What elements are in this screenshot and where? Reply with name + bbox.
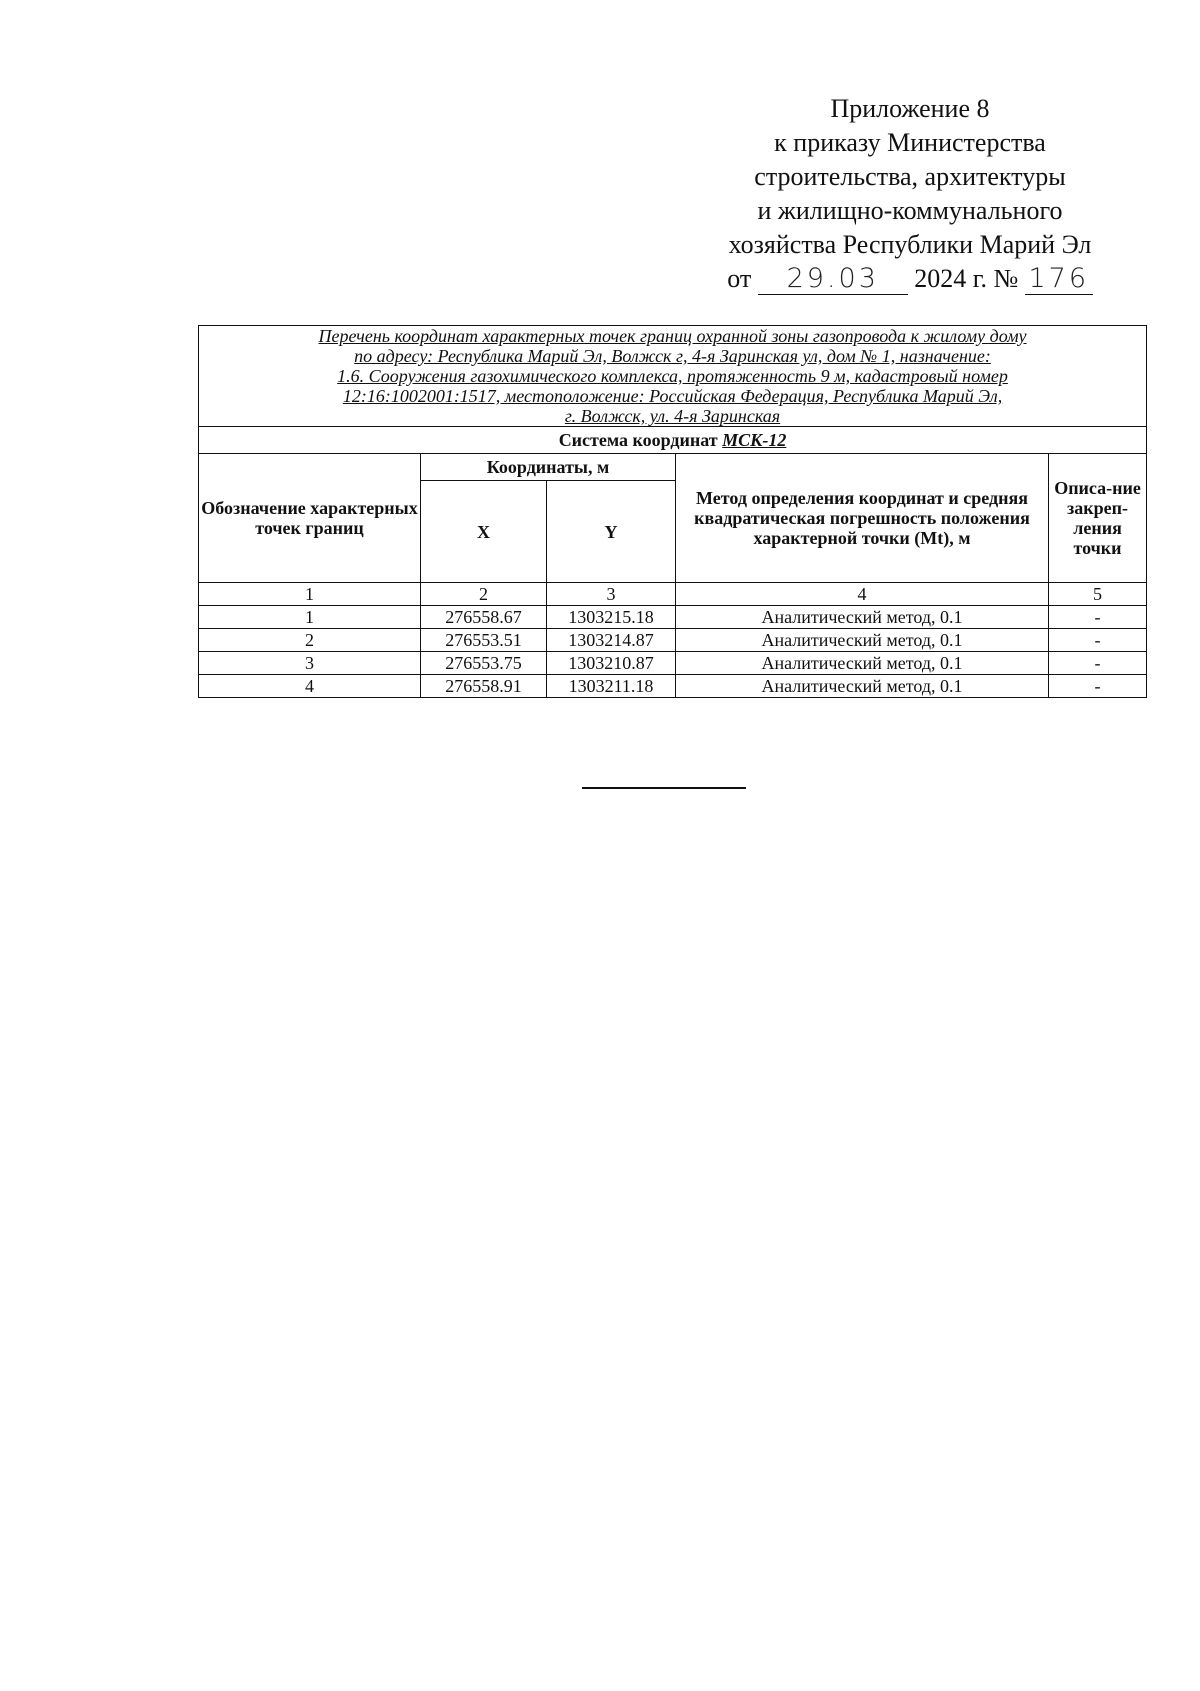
table-row (199, 675, 1147, 698)
caption-line: 1.6. Сооружения газохимического комплекса, протяженность 9 м, кадастровый номер (337, 366, 1008, 386)
caption-line: 12:16:1002001:1517, местоположение: Российская Федерация, Республика Марий Эл, (342, 386, 1003, 406)
header-coordinates: Координаты, м (421, 454, 676, 481)
header-y: Y (547, 481, 676, 583)
table-caption-row (199, 326, 1147, 427)
coordinates-table (198, 325, 1147, 698)
point-id: 3 (199, 652, 421, 675)
column-number: 4 (676, 583, 1049, 606)
header-line: строительства, архитектуры (754, 162, 1066, 191)
coord-y: 1303211.18 (547, 675, 676, 698)
date-prefix: от (727, 264, 752, 293)
coord-x: 276558.91 (421, 675, 547, 698)
point-id: 4 (199, 675, 421, 698)
header-line: к приказу Министерства (774, 128, 1046, 157)
handwritten-date: 29.03 (758, 264, 908, 295)
table-caption (199, 326, 1147, 427)
handwritten-order-number: 176 (1025, 264, 1093, 295)
method: Аналитический метод, 0.1 (676, 606, 1049, 629)
coord-y: 1303210.87 (547, 652, 676, 675)
order-date-line (690, 262, 1130, 296)
column-number: 1 (199, 583, 421, 606)
header-row (199, 454, 1147, 481)
coord-x: 276558.67 (421, 606, 547, 629)
appendix-header (690, 92, 1130, 296)
coord-y: 1303214.87 (547, 629, 676, 652)
coordinate-system (199, 427, 1147, 454)
caption-line: Перечень координат характерных точек границ охранной зоны газопровода к жилому дому (318, 326, 1027, 346)
description: - (1049, 629, 1147, 652)
description: - (1049, 652, 1147, 675)
column-number: 2 (421, 583, 547, 606)
header-method: Метод определения координат и средняя квадратическая погрешность положения характерной точки (Mt), м (676, 454, 1049, 583)
coord-y: 1303215.18 (547, 606, 676, 629)
column-number-row (199, 583, 1147, 606)
table-row (199, 629, 1147, 652)
end-divider (582, 787, 746, 789)
header-line: Приложение 8 (830, 94, 990, 123)
header-x: X (421, 481, 547, 583)
column-number: 5 (1049, 583, 1147, 606)
table-row (199, 652, 1147, 675)
caption-line: по адресу: Республика Марий Эл, Волжск г, 4-я Заринская ул, дом № 1, назначение: (354, 346, 991, 366)
coordinate-system-row (199, 427, 1147, 454)
coordinate-system-value: МСК-12 (722, 430, 787, 450)
table-row (199, 606, 1147, 629)
header-line: хозяйства Республики Марий Эл (728, 230, 1092, 259)
description: - (1049, 606, 1147, 629)
point-id: 2 (199, 629, 421, 652)
caption-line: г. Волжск, ул. 4-я Заринская (564, 406, 781, 426)
description: - (1049, 675, 1147, 698)
coord-x: 276553.51 (421, 629, 547, 652)
order-year: 2024 г. № (914, 264, 1019, 293)
method: Аналитический метод, 0.1 (676, 629, 1049, 652)
point-id: 1 (199, 606, 421, 629)
coord-x: 276553.75 (421, 652, 547, 675)
coordinate-system-label: Система координат (558, 430, 718, 450)
method: Аналитический метод, 0.1 (676, 675, 1049, 698)
header-description: Описа-ние закреп-ления точки (1049, 454, 1147, 583)
header-points: Обозначение характерных точек границ (199, 454, 421, 583)
column-number: 3 (547, 583, 676, 606)
header-line: и жилищно-коммунального (757, 196, 1063, 225)
method: Аналитический метод, 0.1 (676, 652, 1049, 675)
